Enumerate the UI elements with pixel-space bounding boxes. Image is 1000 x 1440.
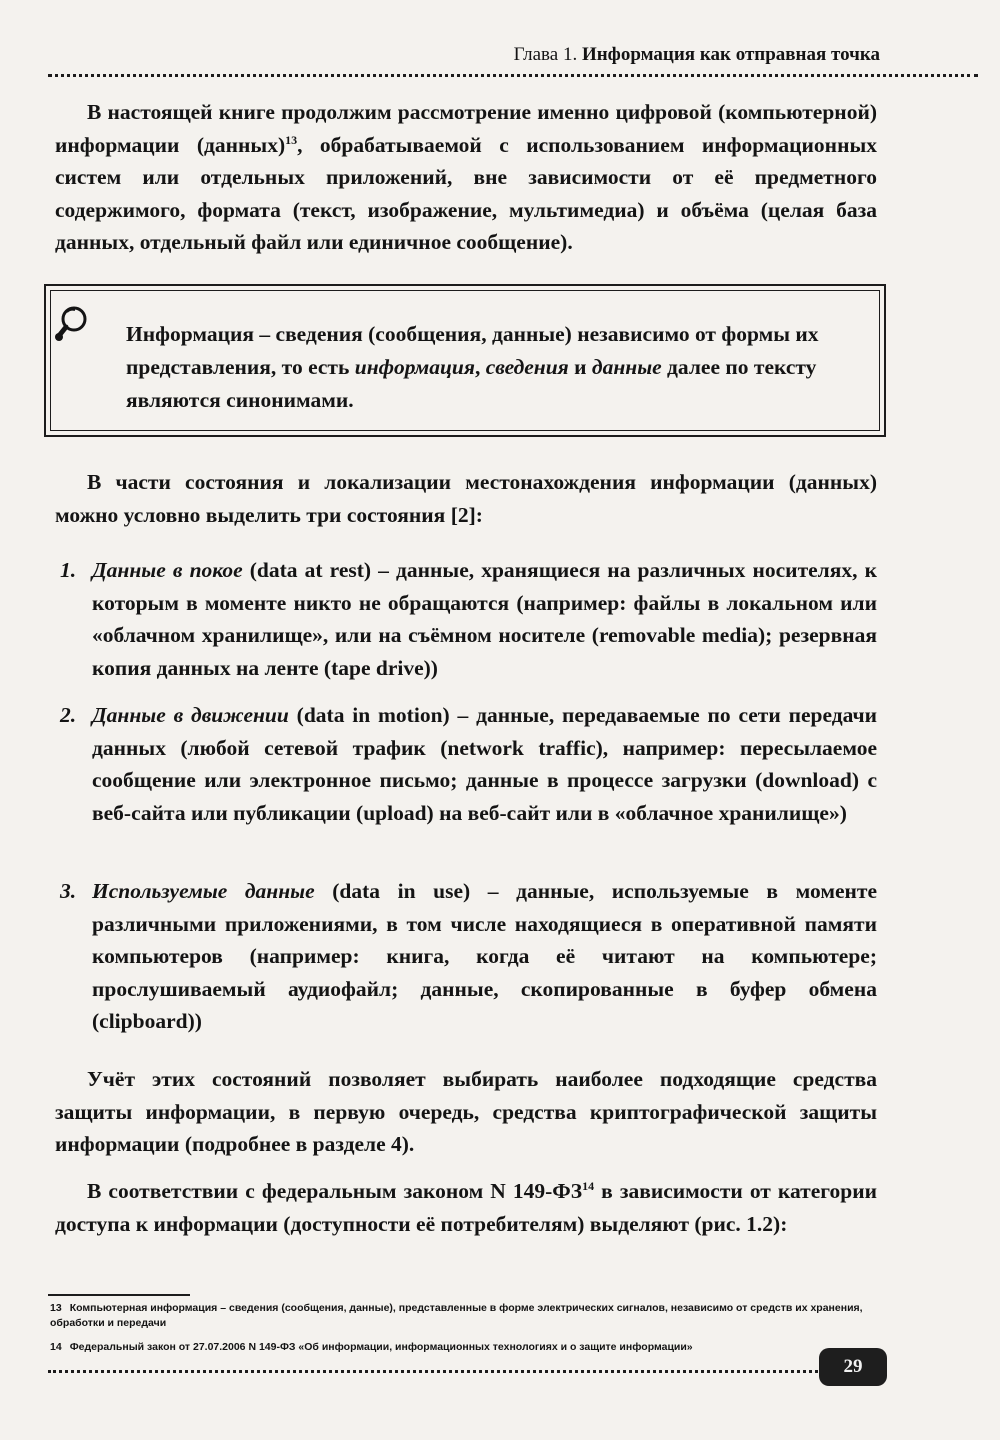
chapter-title: Информация как отправная точка [581, 44, 880, 65]
footer-dotted-rule [48, 1370, 818, 1373]
header-dotted-rule [48, 74, 978, 77]
law-paragraph [55, 1175, 877, 1240]
list-item-data-in-use [60, 875, 877, 1038]
list-item-data-in-motion [60, 699, 878, 829]
protection-paragraph: Учёт этих состояний позволяет выбирать наиболее подходящие средства защиты информации, в первую очередь, средства криптографической защиты информации (подробнее в разделе 4). [55, 1067, 877, 1156]
list-item-text: (data at rest) – данные, хранящиеся на различных носителях, к которым в моменте никто не обращаются (например: файлы в локальном или «облачном хранилище», или на съёмном носителе (removable media); резервная копия данных на ленте (tape drive)) [92, 558, 877, 680]
list-item-text: (data in use) – данные, используемые в моменте различными приложениями, в том числе находящиеся в оперативной памяти компьютеров (например: книга, когда её читают на компьютере; прослушиваемый аудиофайл; данные, скопированные в буфер обмена (clipboard)) [92, 879, 877, 1033]
definition-text [126, 318, 866, 417]
list-item-text: (data in motion) – данные, передаваемые по сети передачи данных (любой сетевой трафик (network traffic), например: пересылаемое сообщение или электронное письмо; данные в процессе загрузки (download) с веб-сайта или публикации (upload) на веб-сайт или в «облачное хранилище») [92, 703, 878, 825]
chapter-label: Глава 1. [513, 44, 578, 65]
law-text-a: В соответствии с федеральным законом N 149-ФЗ [87, 1179, 583, 1203]
states-intro-paragraph: В части состояния и локализации местонахождения информации (данных) можно условно выделить три состояния [2]: [55, 470, 877, 527]
intro-text-a: В настоящей книге продолжим рассмотрение именно цифровой (компьютерной) информации (данных) [55, 100, 877, 157]
definition-term-data: данные [591, 355, 662, 379]
footnote-ref-13[interactable]: 13 [285, 132, 298, 147]
definition-term-info-details: сведения [485, 355, 569, 379]
list-item-data-at-rest [60, 554, 877, 684]
footnote-number: 14 [50, 1341, 62, 1353]
list-item-number: 3. [60, 879, 77, 903]
magnifier-icon [54, 304, 90, 344]
intro-text-b: , обрабатываемой с использованием информационных систем или отдельных приложений, вне зависимости от её предметного содержимого, формата (текст, изображение, мультимедиа) и объёма (целая база данных, отдельный файл или единичное сообщение). [55, 132, 877, 254]
list-item-term: Данные в покое [92, 558, 243, 582]
definition-sep-1: , [474, 355, 486, 379]
running-header [514, 44, 880, 66]
definition-sep-2: и [568, 355, 592, 379]
footnote-rule [48, 1294, 190, 1296]
footnote-14 [50, 1340, 890, 1355]
definition-text-a: Информация – сведения (сообщения, данные) независимо от формы их представления, то есть [126, 322, 819, 379]
footnote-13 [50, 1301, 890, 1331]
list-item-term: Используемые данные [92, 879, 315, 903]
definition-text-b: далее по тексту являются синонимами. [126, 355, 817, 412]
list-item-number: 1. [60, 558, 77, 582]
page-number-badge: 29 [819, 1348, 887, 1386]
list-item-number: 2. [60, 703, 77, 727]
definition-box [44, 284, 886, 437]
intro-paragraph [55, 96, 877, 259]
definition-term-information: информация [354, 355, 475, 379]
footnote-text: Федеральный закон от 27.07.2006 N 149-ФЗ «Об информации, информационных технологиях и о защите информации» [69, 1341, 693, 1353]
law-text-b: в зависимости от категории доступа к информации (доступности её потребителям) выделяют (рис. 1.2): [55, 1179, 877, 1236]
footnote-text: Компьютерная информация – сведения (сообщения, данные), представленные в форме электрических сигналов, независимо от средств их хранения, обработки и передачи [50, 1302, 863, 1329]
footnote-ref-14[interactable]: 14 [582, 1178, 595, 1193]
list-item-term: Данные в движении [92, 703, 289, 727]
footnote-number: 13 [50, 1302, 62, 1314]
